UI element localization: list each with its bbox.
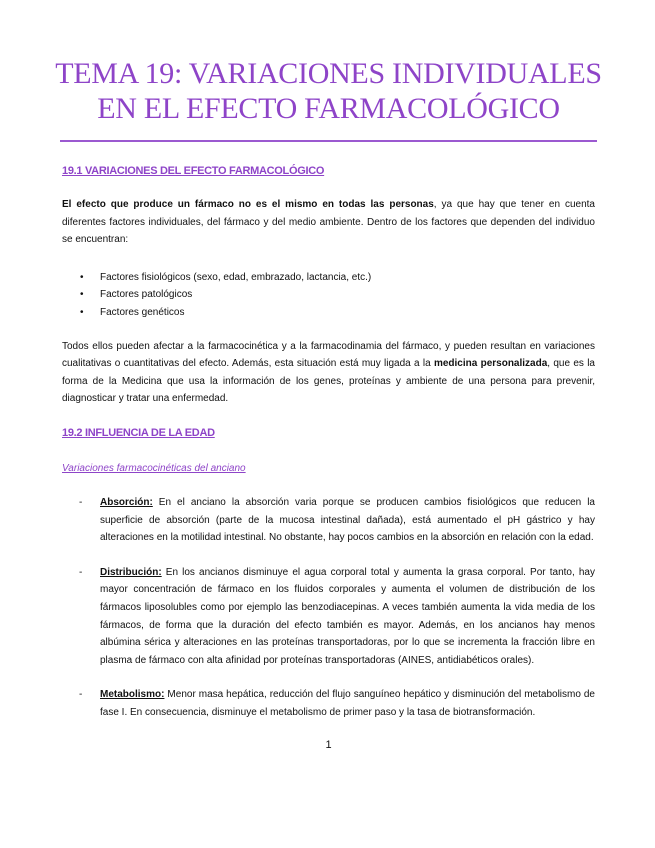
item-label: Absorción: xyxy=(100,496,153,508)
section-heading-19-1: 19.1 VARIACIONES DEL EFECTO FARMACOLÓGICO xyxy=(62,165,325,177)
text: Todos ellos pueden afectar a la farmacocinética y a la farmacodinamia del fármaco, y pueden resultan en variaciones cualitativas o cuantitativas del efecto. Además, esta situación está muy ligada a la xyxy=(62,340,595,370)
list-item-distribucion xyxy=(79,564,595,670)
title-divider xyxy=(60,140,597,142)
item-text: En el anciano la absorción varia porque se producen cambios fisiológicos que reducen la superficie de absorción (parte de la mucosa intestinal dañada), está aumentado el pH gástrico y hay alteraciones en la motilidad intestinal. No obstante, hay pocos cambios en la absorción en relación con la edad. xyxy=(100,496,595,544)
text: , ya que hay que tener en cuenta diferentes factores individuales, del fármaco y del medio ambiente. Dentro de los factores que dependen del individuo se encuentran: xyxy=(62,199,595,246)
list-item-absorcion xyxy=(79,494,595,547)
dash: - xyxy=(79,566,83,578)
paragraph-intro xyxy=(62,196,595,249)
item-label: Metabolismo: xyxy=(100,689,165,701)
document-page xyxy=(55,0,602,752)
section-heading-19-2: 19.2 INFLUENCIA DE LA EDAD xyxy=(62,426,215,439)
paragraph-factors xyxy=(62,338,595,408)
page-number: 1 xyxy=(325,739,332,752)
dash: - xyxy=(79,496,83,508)
subheading: Variaciones farmacocinéticas del anciano xyxy=(62,462,246,474)
document-title: TEMA 19: VARIACIONES INDIVIDUALES EN EL EFECTO FARMACOLÓGICO xyxy=(55,57,602,125)
list-item: • Factores patológicos xyxy=(80,286,595,304)
item-text: Menor masa hepática, reducción del flujo sanguíneo hepático y disminución del metabolismo de fase I. En consecuencia, disminuye el metabolismo de primer paso y la tasa de biotransformación. xyxy=(100,689,595,718)
bold-text: medicina personalizada xyxy=(433,358,548,370)
text: , que es la forma de la Medicina que usa la información de los genes, proteínas y ambiente de una persona para prevenir, diagnosticar y tratar una enfermedad. xyxy=(62,358,595,405)
list-item-metabolismo xyxy=(79,686,595,721)
item-label: Distribución: xyxy=(100,566,162,578)
bold-text: El efecto que produce un fármaco no es el mismo en todas las personas xyxy=(62,199,434,210)
dash: - xyxy=(79,689,83,701)
list-item: • Factores fisiológicos (sexo, edad, embrazado, lactancia, etc.) xyxy=(80,269,595,287)
item-text: En los ancianos disminuye el agua corporal total y aumenta la grasa corporal. Por tanto, hay mayor concentración de fármaco en los fluidos corporales y aumenta el volumen de distribución de los fármacos liposolubles como por ejemplo las benzodiacepinas. A veces también aumenta la vida media de los fármacos, de forma que la duración del efecto también es mayor. Además, en los ancianos hay menos albúmina sérica y alteraciones en las proteínas transportadoras, por lo que se incrementa la fracción libre en plasma de fármaco con alta afinidad por proteínas transportadoras (AINES, antidiabéticos orales). xyxy=(100,566,595,666)
factors-list xyxy=(62,269,595,322)
list-item: • Factores genéticos xyxy=(80,304,595,322)
